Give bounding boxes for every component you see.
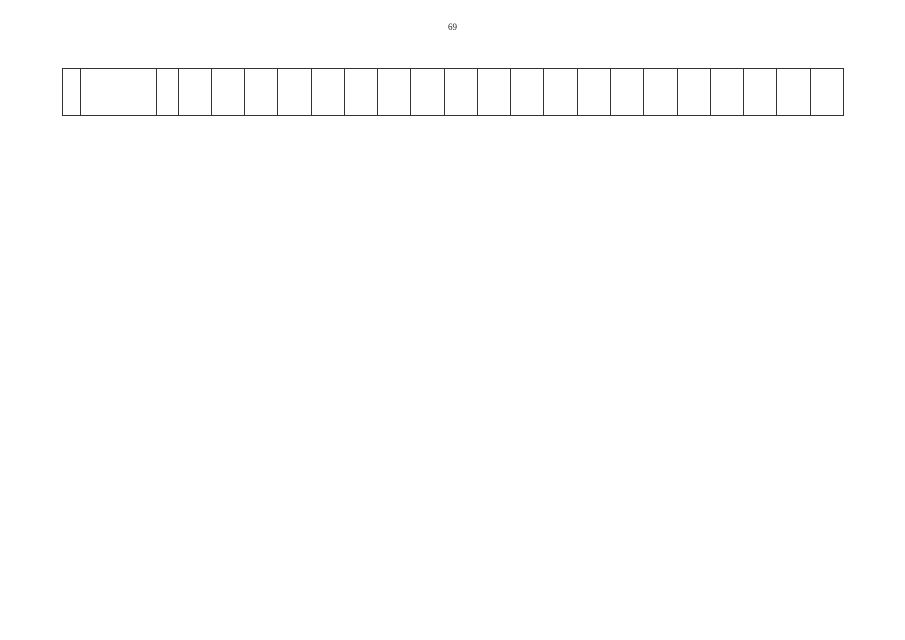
column-header	[744, 69, 777, 116]
column-header	[378, 69, 411, 116]
column-header	[644, 69, 677, 116]
column-header	[777, 69, 810, 116]
table-header-row	[63, 69, 844, 116]
page-number: 69	[448, 22, 457, 32]
data-table	[62, 68, 844, 116]
column-header	[157, 69, 178, 116]
column-header	[245, 69, 278, 116]
column-header	[278, 69, 311, 116]
column-header	[477, 69, 510, 116]
column-header	[610, 69, 643, 116]
column-header	[577, 69, 610, 116]
column-header	[544, 69, 577, 116]
column-header	[810, 69, 843, 116]
column-header	[444, 69, 477, 116]
column-header	[211, 69, 244, 116]
column-header	[511, 69, 544, 116]
column-header	[81, 69, 157, 116]
column-header	[311, 69, 344, 116]
column-header	[344, 69, 377, 116]
column-header	[411, 69, 444, 116]
column-header	[677, 69, 710, 116]
address-program-table	[62, 68, 844, 623]
column-header	[710, 69, 743, 116]
column-header	[178, 69, 211, 116]
column-header	[63, 69, 81, 116]
